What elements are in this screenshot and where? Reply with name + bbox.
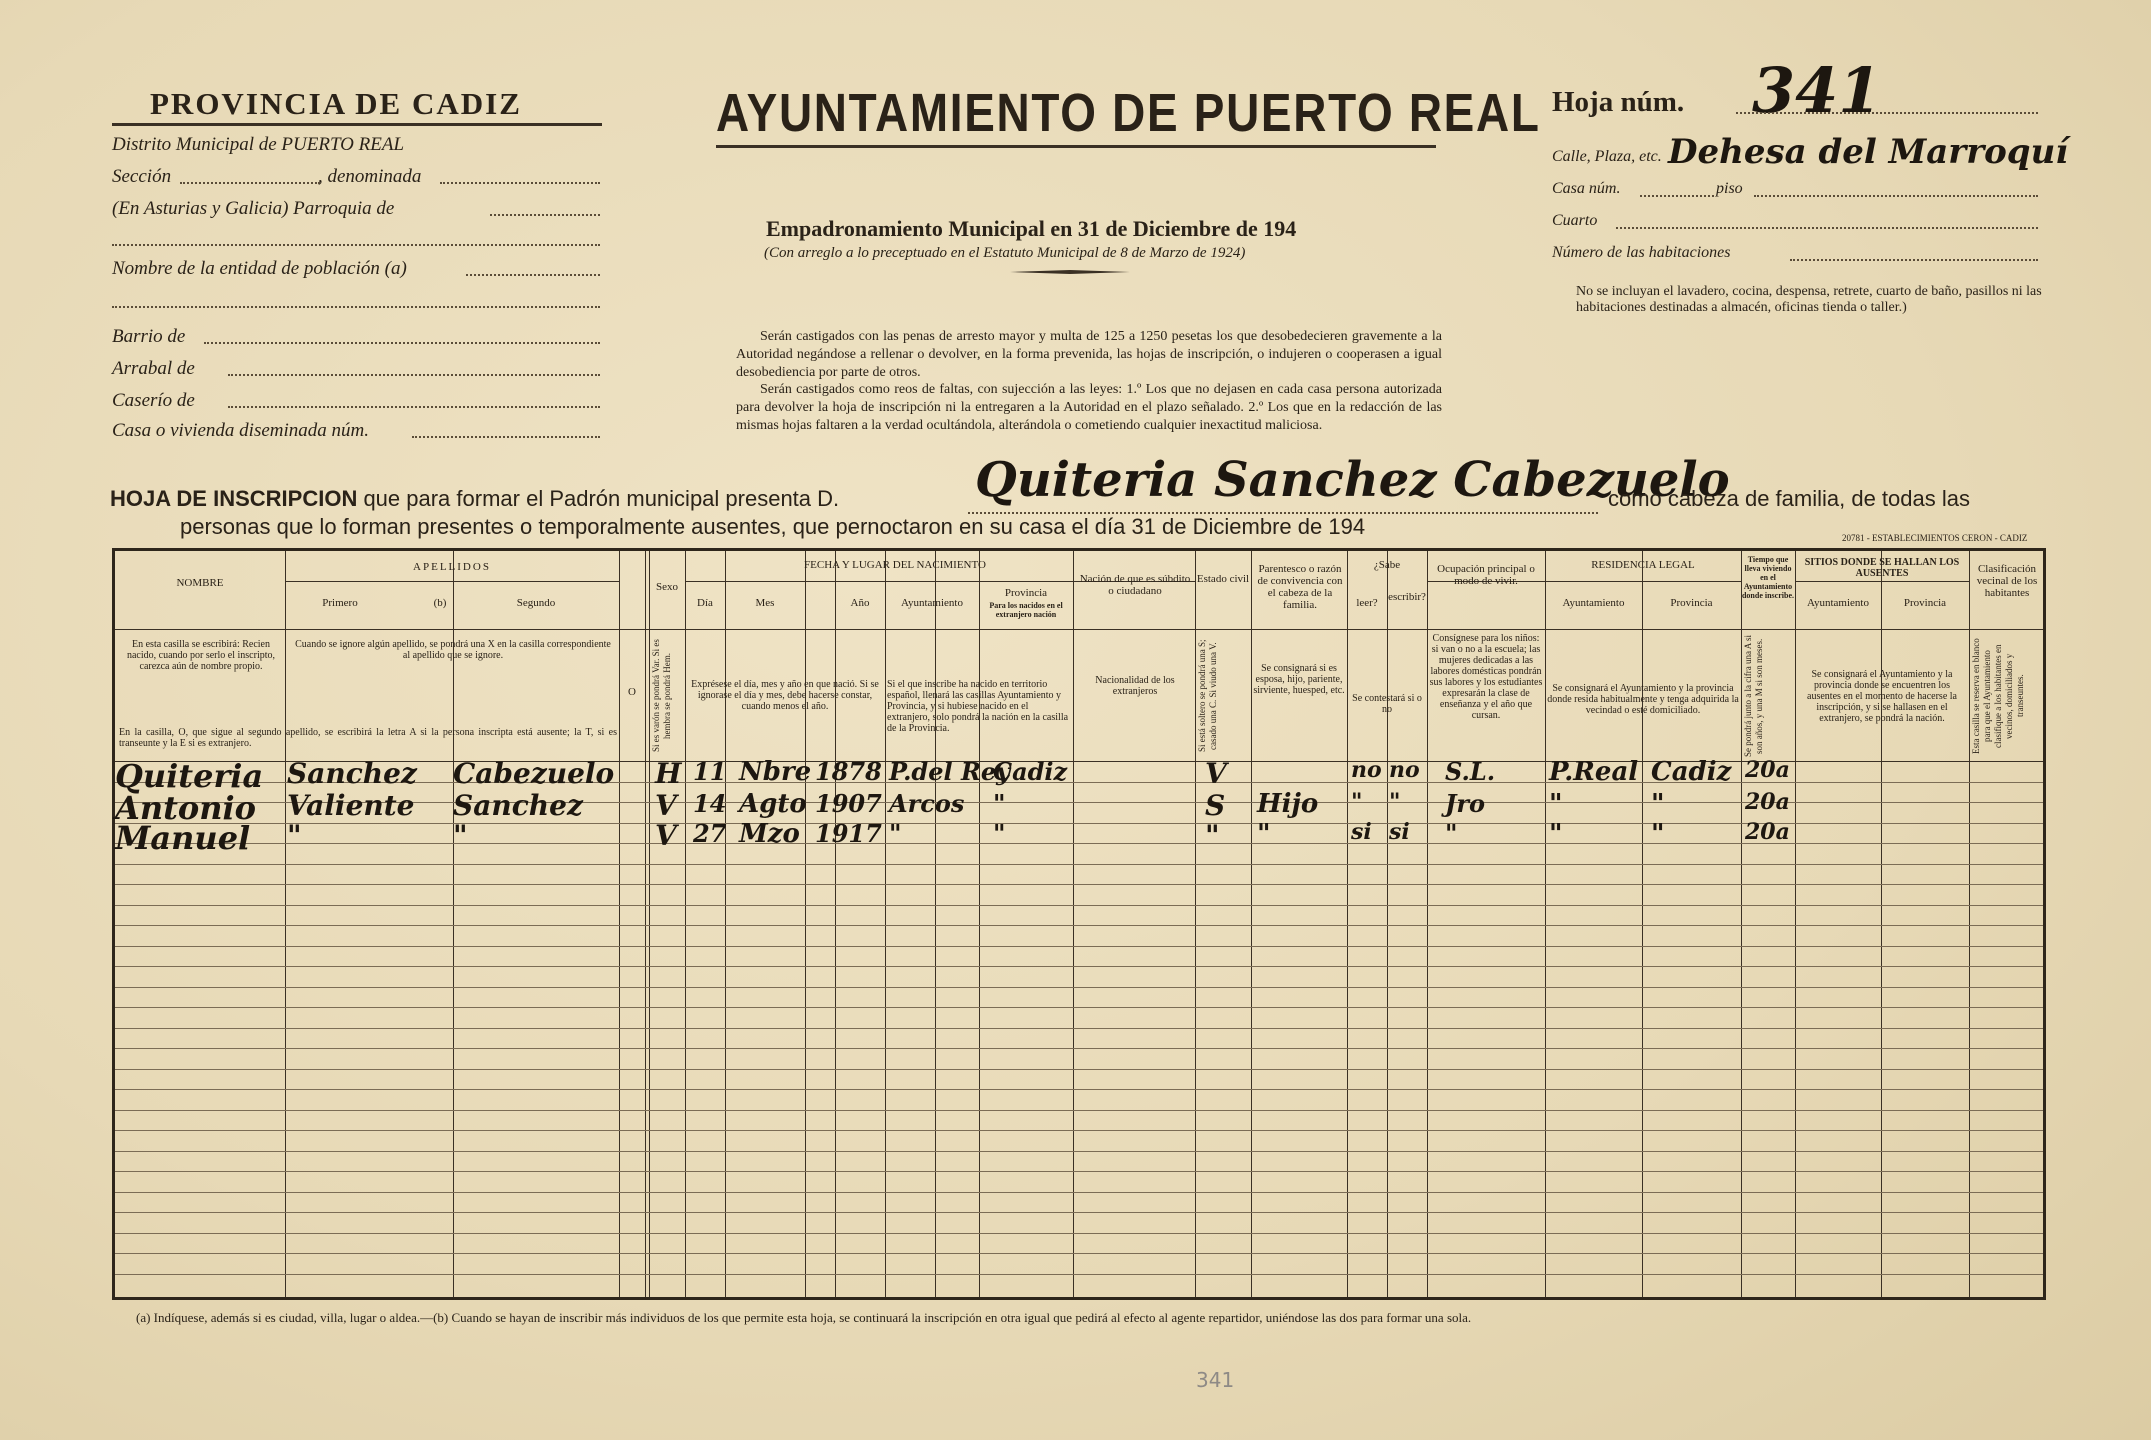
cell-tiempo: 20a [1745,757,1790,783]
table-row-line [115,1212,2043,1213]
table-row-line [115,987,2043,988]
col-nombre: NOMBRE [176,577,224,589]
cell-primero: Valiente [287,789,415,822]
inscripcion-text-1: que para formar el Padrón municipal presenta D. [357,486,840,511]
cell-ocupacion: Jro [1445,789,1486,818]
cell-res_ayto: " [1549,819,1563,849]
table-row-line [115,1089,2043,1090]
instr-sabe: Se contestará si o no [1352,693,1422,715]
arrabal-label: Arrabal de [112,358,195,379]
col-sabe: ¿Sabe [1373,559,1401,571]
col-tiempo: Tiempo que lleva viviendo en el Ayuntamiento donde inscribe. [1741,555,1794,600]
entidad-field [466,274,600,276]
table-row-line [115,1007,2043,1008]
seccion-label: Sección [112,166,172,187]
barrio-label: Barrio de [112,326,186,347]
cell-dia: 14 [693,789,727,818]
table-row-line [115,966,2043,967]
cell-leer: si [1351,819,1372,845]
ayuntamiento-title: AYUNTAMIENTO DE PUERTO REAL [716,83,1541,143]
province-title: PROVINCIA DE CADIZ [150,86,522,121]
cell-mes: Nbre [739,757,812,787]
col-b: (b) [433,597,447,609]
barrio-field [204,342,600,344]
instr-tiempo: Se pondrá junto a la cifra una A si son años, y una M si son meses. [1743,635,1764,757]
footnote: (a) Indíquese, además si es ciudad, villa, lugar o aldea.—(b) Cuando se hayan de inscribir más individuos de los que permite esta hoja, se continuará la inscripción en otra igual que pedirá al efecto al agente repartidor, uniéndose las dos para formar una sola. [136,1310,1472,1325]
calle-value: Dehesa del Marroquí [1668,132,2069,172]
ornament-rule [1010,270,1130,274]
col-escribir: escribir? [1388,591,1426,603]
instr-estado: Si está soltero se pondrá una S; casado una C. Si viudo una V. [1197,639,1218,753]
cell-escribir: " [1389,789,1401,815]
col-parentesco: Parentesco o razón de convivencia con el cabeza de la familia. [1257,563,1343,611]
cell-sexo: V [655,789,677,822]
cell-ayto: " [889,819,902,848]
col-primero: Primero [322,597,358,609]
cell-res_ayto: " [1549,789,1563,819]
head-of-family-name: Quiteria Sanchez Cabezuelo [975,452,1730,508]
habitaciones-label: Número de las habitaciones [1552,244,1731,261]
col-mes: Mes [755,597,775,609]
seccion-field [180,182,320,184]
table-row-line [115,1028,2043,1029]
cell-res_ayto: P.Real [1549,757,1639,787]
cell-nombre: Antonio [115,789,256,827]
habitaciones-field [1790,259,2038,261]
instr-ocupacion: Consígnese para los niños: si van o no a la escuela; las mujeres dedicadas a las labores domésticas pondrán sus labores y los estudiantes expresarán la clase de enseñanza y el año que cursan. [1429,633,1543,721]
cell-leer: no [1351,757,1382,783]
instr-clasificacion: Esta casilla se reserva en blanco para que el Ayuntamiento clasifique a los habitantes en vecinos, domiciliados y transeuntes. [1971,638,2025,754]
table-row-line [115,1171,2043,1172]
instr-parentesco: Se consignará si es esposa, hijo, pariente, sirviente, huesped, etc. [1253,663,1345,696]
calle-label: Calle, Plaza, etc. [1552,148,1662,165]
cell-segundo: Cabezuelo [453,757,615,790]
empadronamiento-title: Empadronamiento Municipal en 31 de Diciembre de 194 [766,216,1297,241]
cell-estado: S [1205,789,1226,822]
cell-dia: 27 [693,819,727,848]
cell-parentesco: " [1257,819,1271,849]
table-row-line [115,1151,2043,1152]
cell-ayto: P.del Rey [889,757,1011,786]
instr-fecha: Exprésese el día, mes y año en que nació. Si se ignorase el día y mes, debe hacerse constar, cuando menos el año. [691,679,879,712]
col-res-provincia: Provincia [1670,597,1713,609]
table-row-line [115,864,2043,865]
pencil-note: 341 [1196,1368,1235,1392]
cell-parentesco: Hijo [1257,789,1319,819]
cell-leer: " [1351,789,1363,815]
cell-nombre: Manuel [115,819,251,857]
table-row-line [115,1110,2043,1111]
census-table [112,548,2046,1300]
cell-mes: Mzo [739,819,800,849]
cell-nombre: Quiteria [115,757,264,795]
cell-ayto: Arcos [889,789,965,818]
instr-apellidos: Cuando se ignore algún apellido, se pondrá una X en la casilla correspondiente al apellido que se ignore. [295,639,611,661]
caserio-label: Caserío de [112,390,195,411]
distrito-label: Distrito Municipal de PUERTO REAL [112,134,405,155]
table-row-line [115,884,2043,885]
table-row-line [115,1192,2043,1193]
col-o: O [628,686,636,698]
printer-reference: 20781 - ESTABLECIMIENTOS CERON - CADIZ [1842,533,2028,543]
cell-ano: 1907 [815,789,882,818]
inscripcion-line-2: personas que lo forman presentes o temporalmente ausentes, que pernoctaron en su casa el día 31 de Diciembre de 194 [180,514,1366,539]
col-dia: Día [697,597,713,609]
cell-estado: V [1205,757,1227,790]
cell-segundo: Sanchez [453,789,583,822]
col-estado-civil: Estado civil [1196,573,1250,585]
cell-segundo: " [453,819,468,852]
col-nacion: Nación de que es súbdito o ciudadano [1079,573,1191,597]
cell-ocupacion: " [1445,819,1458,848]
parroquia-field [490,214,600,216]
cell-estado: " [1205,819,1220,852]
instr-lugar: Si el que inscribe ha nacido en territorio español, llenará las casillas Ayuntamiento y Provincia, y si hubiese nacido en el extranjero, solo pondrá la nación en la casilla de la Provincia. [887,679,1069,734]
table-row-line [115,925,2043,926]
inscripcion-text-1-end: como cabeza de familia, de todas las [1608,486,1970,511]
instr-nacion: Nacionalidad de los extranjeros [1095,675,1175,697]
ayuntamiento-rule [716,145,1436,148]
table-row-line [115,1253,2043,1254]
cell-sexo: H [655,757,682,790]
casa-label: Casa núm. [1552,180,1621,197]
cell-res_prov: Cadiz [1651,757,1732,787]
empadronamiento-subtitle: (Con arreglo a lo preceptuado en el Estatuto Municipal de 8 de Marzo de 1924) [764,245,1246,261]
instr-residencia: Se consignará el Ayuntamiento y la provincia donde resida habitualmente y tenga adquirida la vecindad o esté domiciliado. [1547,683,1739,716]
entidad-label: Nombre de la entidad de población (a) [112,258,407,279]
col-sit-ayuntamiento: Ayuntamiento [1807,597,1869,609]
cell-prov: Cadiz [993,757,1068,786]
table-row-line [115,1069,2043,1070]
cell-ano: 1878 [815,757,882,786]
cell-tiempo: 20a [1745,819,1790,845]
table-row-line [115,1130,2043,1131]
table-row-line [115,905,2043,906]
instr-sexo: Si es varón se pondrá Var. Si es hembra se pondrá Hem. [651,639,672,753]
cell-primero: Sanchez [287,757,417,790]
piso-label: piso [1716,180,1743,197]
col-sit-provincia: Provincia [1903,597,1947,609]
cuarto-label: Cuarto [1552,212,1598,229]
parroquia-field-2 [112,244,600,246]
col-res-ayuntamiento: Ayuntamiento [1562,597,1625,609]
cell-res_prov: " [1651,819,1665,849]
col-ano: Año [850,597,870,609]
cell-primero: " [287,819,302,852]
casa-diseminada-label: Casa o vivienda diseminada núm. [112,420,370,441]
cell-escribir: no [1389,757,1420,783]
cell-res_prov: " [1651,789,1665,819]
cell-ano: 1917 [815,819,882,848]
legal-paragraph-2: Serán castigados como reos de faltas, con sujección a las leyes: 1.º Los que no dejasen en cada casa persona autorizada para devolver la hoja de inscripción ni la entregaren a la Autoridad en el plazo señalado. 2.º Los que en la redacción de las mismas hojas faltaren a la verdad ocultándola, alterándola o cometiendo cualquier inexactitud maliciosa. [736,382,1442,433]
hoja-number: 341 [1752,54,1882,127]
cell-sexo: V [655,819,677,852]
col-ocupacion: Ocupación principal o modo de vivir. [1437,563,1535,587]
instr-nombre: En esta casilla se escribirá: Recien nacido, cuando por serlo el inscripto, carezca aún de nombre propio. [126,639,275,672]
instr-casilla-o: En la casilla, O, que sigue al segundo apellido, se escribirá la letra A si la persona inscripta está ausente; la T, si es transeunte y la E si es extranjero. [119,727,617,749]
denominada-label: , denominada [318,166,422,187]
col-apellidos: APELLIDOS [413,561,491,573]
parroquia-label: (En Asturias y Galicia) Parroquia de [112,198,395,219]
col-segundo: Segundo [516,597,556,609]
col-fecha-lugar: FECHA Y LUGAR DEL NACIMIENTO [804,559,986,571]
cell-mes: Agto [739,789,807,819]
col-residencia: RESIDENCIA LEGAL [1591,559,1695,571]
col-sexo: Sexo [656,581,678,593]
cell-escribir: si [1389,819,1410,845]
piso-field [1754,195,2038,197]
table-row-line [115,946,2043,947]
casa-field [1640,195,1714,197]
col-leer: leer? [1356,597,1378,609]
caserio-field [228,406,600,408]
table-row-line [115,1048,2043,1049]
hoja-number-line [1736,112,2038,114]
arrabal-field [228,374,600,376]
cell-prov: " [993,819,1006,848]
col-provincia: Provincia [1004,587,1048,599]
table-row-line [115,1233,2043,1234]
inscripcion-bold: HOJA DE INSCRIPCION [110,486,358,511]
col-ayuntamiento: Ayuntamiento [901,597,963,609]
col-clasificacion: Clasificación vecinal de los habitantes [1976,563,2038,599]
casa-diseminada-field [412,436,600,438]
cell-tiempo: 20a [1745,789,1790,815]
cell-ocupacion: S.L. [1445,757,1496,786]
legal-paragraph-1: Serán castigados con las penas de arresto mayor y multa de 125 a 1250 pesetas los que desobedecieren gravemente a la Autoridad negándose a rellenar o devolver, en la forma prevenida, las hojas de inscripción, o indujeren o cooperasen a igual desobediencia por parte de otros. [736,329,1442,380]
cuarto-field [1616,227,2038,229]
cell-dia: 11 [693,757,727,786]
entidad-field-2 [112,306,600,308]
col-provincia-sub: Para los nacidos en el extranjero nación [989,601,1063,619]
table-row-line [115,1274,2043,1275]
instr-sitios: Se consignará el Ayuntamiento y la provincia donde se encuentren los ausentes en el momento de hacerse la inscripción, y si se hallasen en el extranjero, se pondrá la nación. [1807,669,1957,724]
col-sitios: SITIOS DONDE SE HALLAN LOS AUSENTES [1804,557,1960,579]
denominada-field [440,182,600,184]
title-rule [112,123,602,126]
inscripcion-line-1 [110,486,839,512]
legal-notice [736,328,1442,435]
cell-prov: " [993,789,1006,818]
hoja-label: Hoja núm. [1552,86,1685,118]
habitaciones-note: No se incluyan el lavadero, cocina, despensa, retrete, cuarto de baño, pasillos ni las habitaciones destinadas a almacén, oficinas tienda o taller.) [1576,284,2042,315]
